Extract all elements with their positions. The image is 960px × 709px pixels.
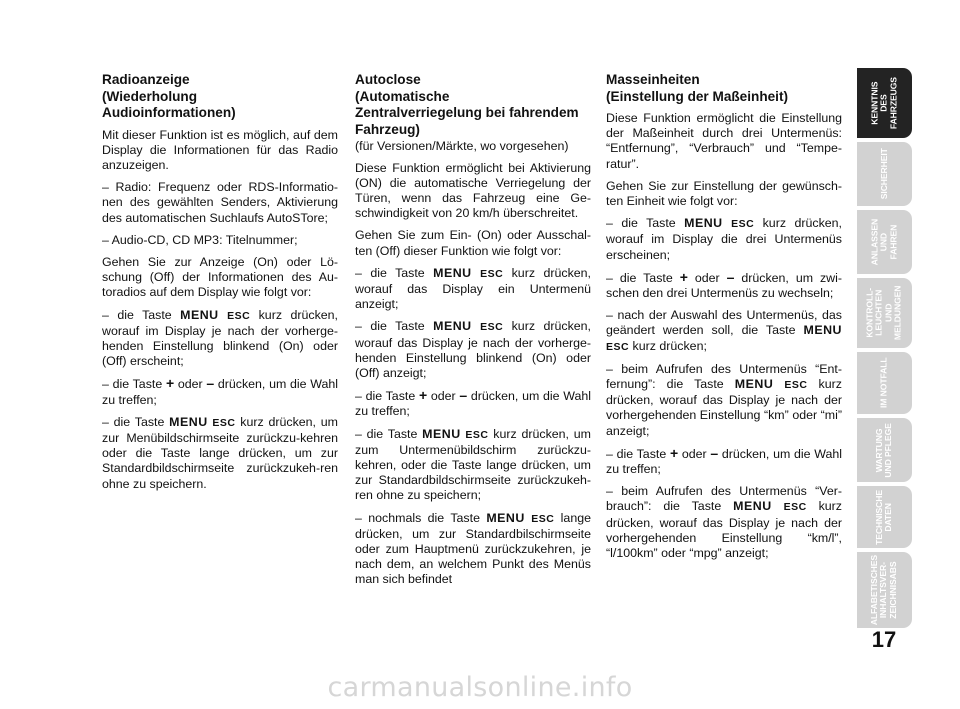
esc-key-label: ESC xyxy=(731,218,755,231)
plus-key-symbol: + xyxy=(165,375,175,392)
paragraph: – die Taste MENU ESC kurz drücken, worauf das Display je nach der vorherge-henden Einstellung blinkend (On) oder (Off) anzeigt; xyxy=(355,319,591,380)
menu-key-label: MENU xyxy=(180,307,219,322)
tab-im-notfall[interactable]: IM NOTFALL xyxy=(857,352,912,414)
minus-key-symbol: – xyxy=(459,387,468,404)
section-subtitle: (für Versionen/Märkte, wo vorgesehen) xyxy=(355,139,569,153)
watermark: carmanualsonline.info xyxy=(327,672,633,703)
paragraph: – beim Aufrufen des Untermenüs “Ent-fernung”: die Taste MENU ESC kurz drücken, worauf das Display je nach der vorhergehenden Einstellung “km” oder “mi” anzeigt; xyxy=(606,361,842,438)
paragraph: Gehen Sie zum Ein- (On) oder Ausschal-ten (Off) dieser Funktion wie folgt vor: xyxy=(355,228,591,258)
tab-kenntnis-des-fahrzeugs[interactable]: KENNTNIS DES FAHRZEUGS xyxy=(857,68,912,138)
esc-key-label: ESC xyxy=(531,512,555,525)
menu-key-label: MENU xyxy=(803,323,842,338)
esc-key-label: ESC xyxy=(480,321,504,334)
paragraph: – die Taste MENU ESC kurz drücken, um zum Untermenübildschirm zurückzu-kehren, oder die Taste lange drücken, um zur Standardbildschirmseite zurückzukeh-ren ohne zu speichern; xyxy=(355,426,591,503)
menu-key-label: MENU xyxy=(433,265,472,280)
paragraph: – Radio: Frequenz oder RDS-Informatio-nen des gewählten Senders, Aktivierung des automatischen Suchlaufs AutoSTore; xyxy=(102,180,338,225)
chapter-tabs xyxy=(857,68,912,632)
paragraph: – die Taste + oder – drücken, um die Wahl zu treffen; xyxy=(606,444,843,477)
esc-key-label: ESC xyxy=(606,340,630,353)
paragraph: Diese Funktion ermöglicht die Einstellung der Maßeinheit durch drei Untermenüs: “Entfernung”, “Verbrauch” und “Tempe-ratur”. xyxy=(606,111,842,171)
paragraph: – nochmals die Taste MENU ESC lange drücken, um zur Standardbilschirmseite oder zum Hauptmenü zurückzukehren, je nach dem, an welchem Punkt des Menüs man sich befindet xyxy=(355,510,591,587)
paragraph: Diese Funktion ermöglicht bei Aktivierung (ON) die automatische Verriegelung der Türen, wenn das Fahrzeug eine Ge-schwindigkeit von 20 km/h überschreitet. xyxy=(355,160,591,221)
paragraph: Mit dieser Funktion ist es möglich, auf dem Display die Informationen für das Radio anzuzeigen. xyxy=(102,127,338,172)
tab-kontrollleuchten[interactable]: KONTROLL- LEUCHTEN UND MELDUNGEN xyxy=(857,278,912,348)
paragraph: – die Taste + oder – drücken, um zwi-schen den drei Untermenüs zu wechseln; xyxy=(606,268,843,301)
paragraph: – die Taste MENU ESC kurz drücken, um zur Menübildschirmseite zurückzu-kehren oder die Taste lange drücken, um zur Standardbildschirmseite zurückzukeh-ren ohne zu speichern. xyxy=(102,414,338,491)
esc-key-label: ESC xyxy=(783,501,807,514)
paragraph: Gehen Sie zur Anzeige (On) oder Lö-schung (Off) der Informationen des Au-toradios auf dem Display wie folgt vor: xyxy=(102,254,338,300)
menu-key-label: MENU xyxy=(433,319,472,334)
plus-key-symbol: + xyxy=(679,268,688,285)
paragraph: – Audio-CD, CD MP3: Titelnummer; xyxy=(102,232,298,247)
menu-key-label: MENU xyxy=(422,426,461,441)
paragraph: Gehen Sie zur Einstellung der gewünsch-ten Einheit wie folgt vor: xyxy=(606,178,842,209)
plus-key-symbol: + xyxy=(669,444,679,461)
minus-key-symbol: – xyxy=(726,268,735,285)
section-title-radio: Radioanzeige (Wiederholung Audioinformationen) xyxy=(102,72,236,120)
esc-key-label: ESC xyxy=(227,309,251,322)
menu-key-label: MENU xyxy=(486,510,525,525)
section-title-autoclose: Autoclose (Automatische Zentralverriegelung bei fahrendem Fahrzeug) (für Versionen/Märkte, wo vorgesehen) xyxy=(355,72,591,155)
paragraph: – die Taste + oder – drücken, um die Wahl zu treffen; xyxy=(355,387,592,419)
menu-key-label: MENU xyxy=(733,499,772,514)
tab-sicherheit[interactable]: SICHERHEIT xyxy=(857,142,912,206)
paragraph: – die Taste + oder – drücken, um die Wahl zu treffen; xyxy=(102,375,339,407)
section-title-units: Masseinheiten (Einstellung der Maßeinheit) xyxy=(606,72,789,104)
paragraph: – beim Aufrufen des Untermenüs “Ver-brauch”: die Taste MENU ESC kurz drücken, worauf das Display je nach der vorhergehenden Einstellung “km/l”, “l/100km” oder “mpg” anzeigt; xyxy=(606,484,842,561)
paragraph: – die Taste MENU ESC kurz drücken, worauf das Display ein Untermenü anzeigt; xyxy=(355,265,591,312)
menu-key-label: MENU xyxy=(684,216,723,231)
tab-anlassen-und-fahren[interactable]: ANLASSEN UND FAHREN xyxy=(857,210,912,274)
minus-key-symbol: – xyxy=(710,444,719,461)
esc-key-label: ESC xyxy=(784,379,808,392)
minus-key-symbol: – xyxy=(206,375,215,392)
paragraph: – nach der Auswahl des Untermenüs, das geändert werden soll, die Taste MENU ESC kurz drücken; xyxy=(606,308,842,353)
paragraph: – die Taste MENU ESC kurz drücken, worauf im Display je nach der vorherge-henden Einstellung blinkend (On) oder (Off) erscheint; xyxy=(102,307,338,369)
column-radio-display xyxy=(102,72,338,499)
menu-key-label: MENU xyxy=(169,414,208,429)
column-units xyxy=(606,72,842,568)
menu-key-label: MENU xyxy=(734,377,774,392)
page-number: 17 xyxy=(871,627,897,652)
paragraph: – die Taste MENU ESC kurz drücken, worauf im Display die drei Untermenüs erscheinen; xyxy=(606,216,842,262)
plus-key-symbol: + xyxy=(418,387,428,404)
esc-key-label: ESC xyxy=(465,428,489,441)
tab-technische-daten[interactable]: TECHNISCHE DATEN xyxy=(857,486,912,548)
tab-wartung-und-pflege[interactable]: WARTUNG UND PFLEGE xyxy=(857,418,912,482)
esc-key-label: ESC xyxy=(212,416,236,429)
tab-alfabetisches-inhaltsverzeichnis[interactable]: ALFABETISCHES INHALTSVER- ZEICHNISABS xyxy=(857,552,912,628)
esc-key-label: ESC xyxy=(480,267,504,280)
column-autoclose xyxy=(355,72,591,595)
